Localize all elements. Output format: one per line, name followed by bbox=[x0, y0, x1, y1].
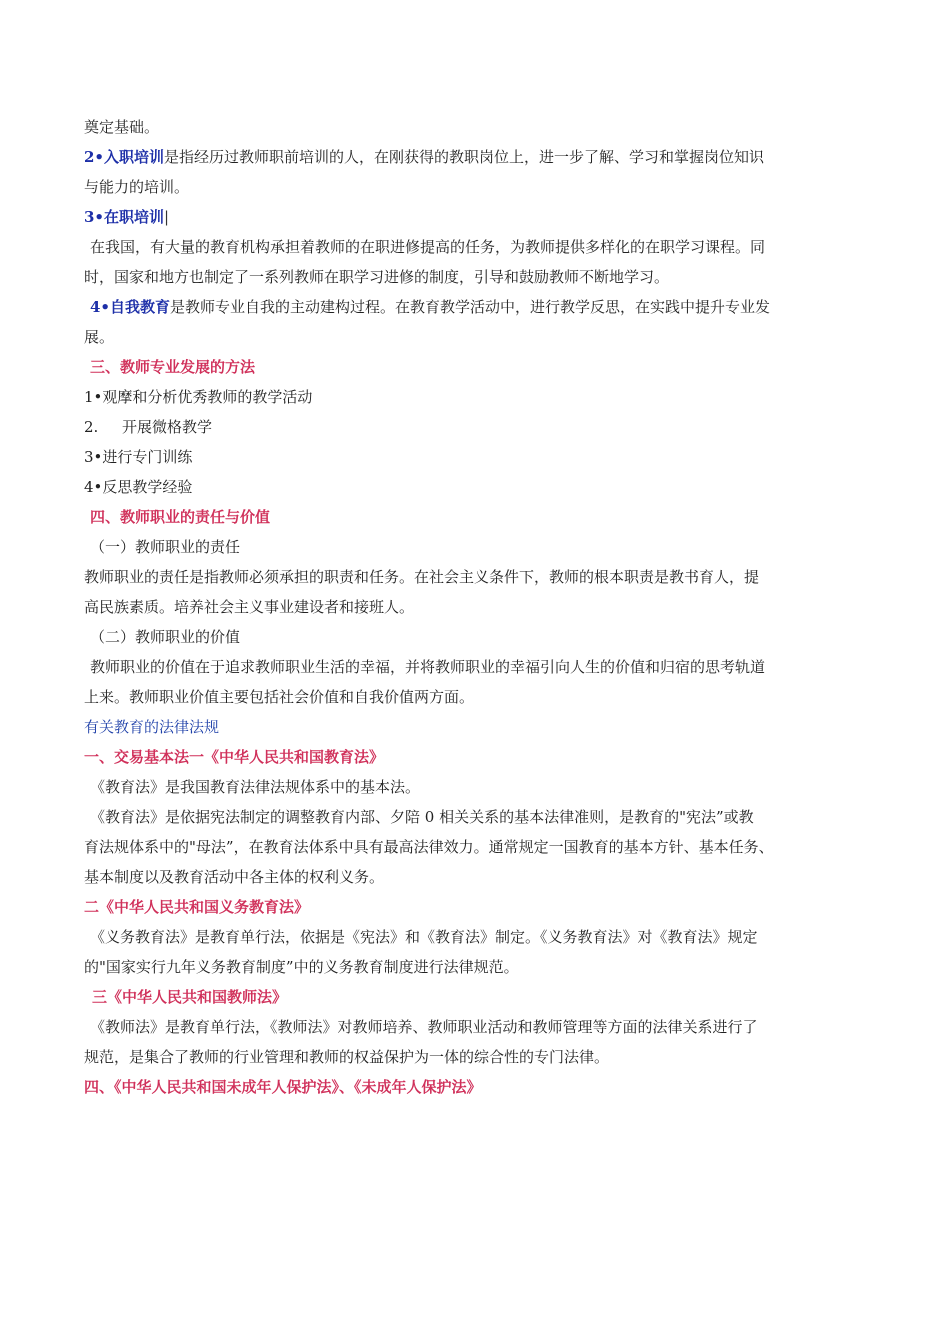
heading-methods: 三、教师专业发展的方法 bbox=[90, 358, 256, 376]
law-2-text-cont: 的"国家实行九年义务教育制度”中的义务教育制度进行法律规范。 bbox=[84, 958, 519, 976]
law-1-heading: 一、交易基本法一《中华人民共和国教育法》 bbox=[84, 748, 385, 766]
law-3-heading: 三《中华人民共和国教师法》 bbox=[92, 988, 288, 1006]
law-1-text: 《教育法》是我国教育法律法规体系中的基本法。 bbox=[90, 778, 421, 796]
method-item-2-number: 2. bbox=[84, 418, 99, 436]
text-cursor: | bbox=[164, 208, 170, 226]
law-2-heading: 二《中华人民共和国义务教育法》 bbox=[84, 898, 310, 916]
value-text-cont: 上来。教师职业价值主要包括社会价值和自我价值两方面。 bbox=[84, 688, 475, 706]
method-item-3: 3•进行专门训练 bbox=[84, 448, 193, 466]
method-item-1: 1•观摩和分析优秀教师的教学活动 bbox=[84, 388, 313, 406]
section-2-text-cont: 与能力的培训。 bbox=[84, 178, 190, 196]
section-2-label: 2•入职培训 bbox=[84, 148, 165, 166]
section-3-text: 在我国，有大量的教育机构承担着教师的在职进修提高的任务，为教师提供多样化的在职学习课程。同 bbox=[90, 238, 766, 256]
section-4-text-cont: 展。 bbox=[84, 328, 115, 346]
subheading-value: （二）教师职业的价值 bbox=[90, 628, 241, 646]
section-3-heading bbox=[84, 202, 864, 232]
responsibility-text: 教师职业的责任是指教师必须承担的职责和任务。在社会主义条件下，教师的根本职责是教书育人，提 bbox=[84, 568, 760, 586]
section-3-label: 3•在职培训 bbox=[84, 208, 165, 226]
section-4-paragraph bbox=[84, 292, 864, 322]
law-1-text-2: 《教育法》是依据宪法制定的调整教育内部、夕陪 0 相关关系的基本法律准则，是教育的"宪法”或教 bbox=[90, 808, 754, 826]
value-text: 教师职业的价值在于追求教师职业生活的幸福，并将教师职业的幸福引向人生的价值和归宿的思考轨道 bbox=[90, 658, 766, 676]
method-item-2-text: 开展微格教学 bbox=[122, 418, 213, 436]
paragraph-text: 奠定基础。 bbox=[84, 118, 160, 136]
section-3-text-cont: 时，国家和地方也制定了一系列教师在职学习进修的制度，引导和鼓励教师不断地学习。 bbox=[84, 268, 670, 286]
method-item-2 bbox=[84, 412, 864, 442]
law-4-heading: 四、《中华人民共和国未成年人保护法》、《未成年人保护法》 bbox=[84, 1078, 482, 1096]
subheading-responsibility: （一）教师职业的责任 bbox=[90, 538, 241, 556]
section-2-paragraph bbox=[84, 142, 864, 172]
method-item-4: 4•反思教学经验 bbox=[84, 478, 193, 496]
section-4-label: 4•自我教育 bbox=[90, 298, 171, 316]
heading-responsibility-value: 四、教师职业的责任与价值 bbox=[90, 508, 271, 526]
law-section-title: 有关教育的法律法规 bbox=[84, 718, 220, 736]
law-3-text-cont: 规范，是集合了教师的行业管理和教师的权益保护为一体的综合性的专门法律。 bbox=[84, 1048, 610, 1066]
document-page bbox=[84, 112, 864, 1102]
section-4-text: 是教师专业自我的主动建构过程。在教育教学活动中，进行教学反思，在实践中提升专业发 bbox=[170, 298, 771, 316]
law-2-text: 《义务教育法》是教育单行法，依据是《宪法》和《教育法》制定。《义务教育法》对《教育法》规定 bbox=[90, 928, 758, 946]
section-2-text: 是指经历过教师职前培训的人，在刚获得的教职岗位上，进一步了解、学习和掌握岗位知识 bbox=[164, 148, 765, 166]
law-1-text-2-cont: 育法规体系中的"母法”，在教育法体系中具有最高法律效力。通常规定一国教育的基本方针、基本任务、 bbox=[84, 838, 774, 856]
responsibility-text-cont: 高民族素质。培养社会主义事业建设者和接班人。 bbox=[84, 598, 415, 616]
law-3-text: 《教师法》是教育单行法，《教师法》对教师培养、教师职业活动和教师管理等方面的法律关系进行了 bbox=[90, 1018, 758, 1036]
law-1-text-2-end: 基本制度以及教育活动中各主体的权利义务。 bbox=[84, 868, 385, 886]
